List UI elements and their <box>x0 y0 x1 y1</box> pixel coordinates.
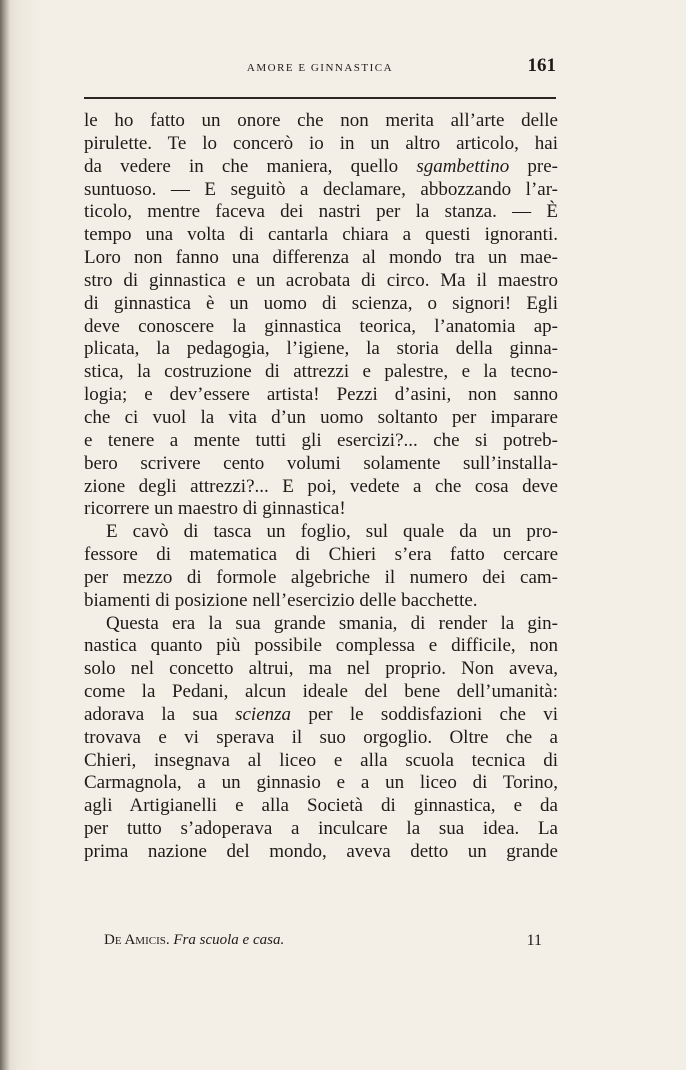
footer-author: De Amicis. <box>104 932 170 948</box>
text-line: come la Pedani, alcun ideale del bene dell’umanità: <box>84 681 558 703</box>
text-line: stro di ginnastica e un acrobata di circo. Ma il maestro <box>84 269 558 291</box>
text-line: e tenere a mente tutti gli esercizi?... che si potreb- <box>84 429 558 451</box>
text-segment: adorava la sua <box>84 703 236 725</box>
text-line: deve conoscere la ginnastica teorica, l’anatomia ap- <box>84 315 558 337</box>
text-line <box>84 704 558 727</box>
text-line: suntuoso. — E seguitò a declamare, abbozzando l’ar- <box>84 178 558 200</box>
text-line: agli Artigianelli e alla Società di ginnastica, e da <box>84 795 558 817</box>
text-line: Carmagnola, a un ginnasio e a un liceo di Torino, <box>84 772 558 794</box>
text-line: Chieri, insegnava al liceo e alla scuola tecnica di <box>84 749 558 771</box>
book-spine-shadow <box>0 0 10 1070</box>
text-line: solo nel concetto altrui, ma nel proprio. Non aveva, <box>84 658 558 680</box>
gathering-mark: 11 <box>526 932 542 949</box>
page-footer <box>104 932 542 956</box>
text-line: per tutto s’adoperava a inculcare la sua idea. La <box>84 818 558 840</box>
text-segment: pre- <box>509 155 558 177</box>
text-segment: da vedere in che maniera, quello <box>84 155 417 177</box>
page-header <box>84 52 556 82</box>
text-line: biamenti di posizione nell’esercizio delle bacchette. <box>84 589 478 611</box>
text-line: E cavò di tasca un foglio, sul quale da un pro- <box>106 521 558 543</box>
text-line: che ci vuol la vita d’un uomo soltanto per imparare <box>84 406 558 428</box>
text-line: stica, la costruzione di attrezzi e palestre, e la tecno- <box>84 361 558 383</box>
footer-book-title: Fra scuola e casa. <box>173 932 285 948</box>
text-line: fessore di matematica di Chieri s’era fatto cercare <box>84 544 558 566</box>
text-line: trovava e vi sperava il suo orgoglio. Oltre che a <box>84 726 558 748</box>
text-line: plicata, la pedagogia, l’igiene, la storia della ginna- <box>84 338 558 360</box>
text-segment: per le soddisfazioni che vi <box>291 703 558 725</box>
text-line: ticolo, mentre faceva dei nastri per la stanza. — È <box>84 201 558 223</box>
text-line <box>84 156 558 179</box>
header-rule <box>84 97 556 99</box>
text-line: per mezzo di formole algebriche il numero dei cam- <box>84 566 558 588</box>
text-line: tempo una volta di cantarla chiara a questi ignoranti. <box>84 224 558 246</box>
text-line: zione degli attrezzi?... E poi, vedete a che cosa deve <box>84 475 558 497</box>
text-line: di ginnastica è un uomo di scienza, o signori! Egli <box>84 292 558 314</box>
text-line: le ho fatto un onore che non merita all’arte delle <box>84 110 558 131</box>
text-line: Questa era la sua grande smania, di render la gin- <box>106 612 558 634</box>
italic-word: scienza <box>235 703 292 725</box>
text-line: nastica quanto più possibile complessa e difficile, non <box>84 635 558 657</box>
text-line: Loro non fanno una differenza al mondo tra un mae- <box>84 247 558 269</box>
text-line: logia; e dev’essere artista! Pezzi d’asini, non sanno <box>84 384 558 406</box>
italic-word: sgambettino <box>416 155 510 177</box>
text-line: pirulette. Te lo concerò io in un altro articolo, hai <box>84 132 558 154</box>
footer-signature <box>104 932 284 949</box>
page-number: 161 <box>527 55 556 76</box>
text-line: bero scrivere cento volumi solamente sull’installa- <box>84 452 558 474</box>
text-line: ricorrere un maestro di ginnastica! <box>84 498 346 520</box>
body-text <box>84 110 558 864</box>
text-line: prima nazione del mondo, aveva detto un grande <box>84 841 558 862</box>
running-title: AMORE E GINNASTICA <box>246 62 394 74</box>
